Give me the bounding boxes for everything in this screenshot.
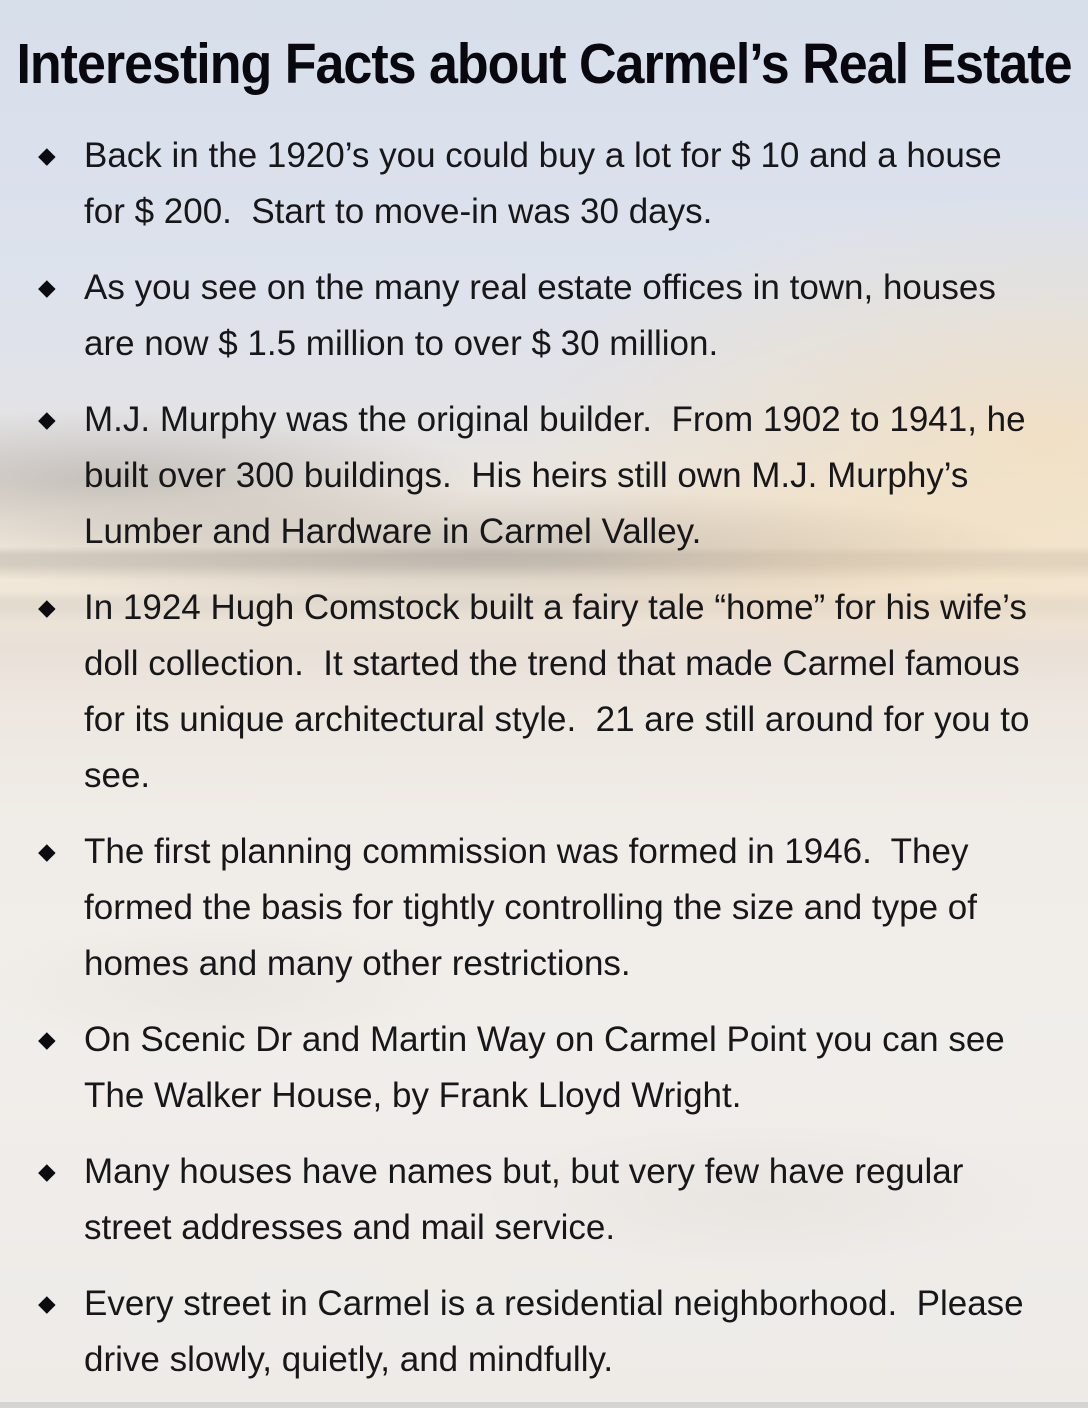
fact-text: M.J. Murphy was the original builder. From 1902 to 1941, he built over 300 buildings. His heirs still own M.J. Murphy’s Lumber and Hardware in Carmel Valley. (84, 400, 1036, 551)
fact-text: Back in the 1920’s you could buy a lot for $ 10 and a house for $ 200. Start to move-in was 30 days. (84, 136, 1012, 231)
fact-text: On Scenic Dr and Martin Way on Carmel Point you can see The Walker House, by Frank Lloyd Wright. (84, 1020, 1014, 1115)
fact-text: Many houses have names but, but very few have regular street addresses and mail service. (84, 1152, 974, 1247)
diamond-bullet-icon: ◆ (38, 839, 56, 865)
diamond-bullet-icon: ◆ (38, 143, 56, 169)
diamond-bullet-icon: ◆ (38, 1291, 56, 1317)
page-title: Interesting Facts about Carmel’s Real Estate (16, 33, 1072, 97)
list-item (38, 392, 1048, 560)
fact-text: The first planning commission was formed in 1946. They formed the basis for tightly controlling the size and type of homes and many other restrictions. (84, 832, 987, 983)
diamond-bullet-icon: ◆ (38, 275, 56, 301)
list-item (38, 580, 1048, 804)
fact-text: In 1924 Hugh Comstock built a fairy tale “home” for his wife’s doll collection. It started the trend that made Carmel famous for its unique architectural style. 21 are still around for you to see. (84, 588, 1040, 795)
list-item (38, 1012, 1048, 1124)
fact-text: Every street in Carmel is a residential neighborhood. Please drive slowly, quietly, and mindfully. (84, 1284, 1034, 1379)
diamond-bullet-icon: ◆ (38, 407, 56, 433)
facts-list (0, 128, 1088, 1388)
list-item (38, 824, 1048, 992)
diamond-bullet-icon: ◆ (38, 1027, 56, 1053)
list-item (38, 1276, 1048, 1388)
diamond-bullet-icon: ◆ (38, 1159, 56, 1185)
list-item (38, 1144, 1048, 1256)
list-item (38, 260, 1048, 372)
fact-text: As you see on the many real estate offices in town, houses are now $ 1.5 million to over $ 30 million. (84, 268, 1006, 363)
list-item (38, 128, 1048, 240)
diamond-bullet-icon: ◆ (38, 595, 56, 621)
